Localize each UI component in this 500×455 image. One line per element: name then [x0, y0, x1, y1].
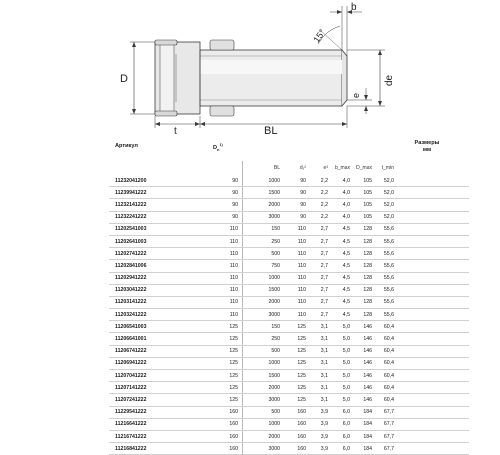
- cell-article: 11206941222: [115, 360, 147, 367]
- table-row: [109, 309, 469, 321]
- cell-t: 55,6: [383, 238, 394, 245]
- cell-bl: 3000: [268, 396, 280, 403]
- header-sizes-line1: Размеры: [414, 140, 440, 146]
- cell-article: 11202741222: [115, 250, 147, 257]
- cell-t: 55,6: [383, 299, 394, 306]
- cell-t: 55,6: [383, 287, 394, 294]
- cell-bl: 3000: [268, 445, 280, 452]
- cell-dmax: 128: [363, 311, 372, 318]
- label-b: b: [351, 2, 357, 13]
- cell-t: 52,0: [383, 214, 394, 221]
- cell-bl: 750: [271, 262, 280, 269]
- cell-t: 67,7: [383, 409, 394, 416]
- cell-dn: 125: [219, 370, 243, 381]
- cell-bl: 2000: [268, 299, 280, 306]
- cell-d: 90: [300, 201, 306, 208]
- cell-b: 4,5: [342, 287, 350, 294]
- cell-dmax: 146: [363, 348, 372, 355]
- cell-dmax: 105: [363, 177, 372, 184]
- table-row: [109, 394, 469, 406]
- cell-dmax: 128: [363, 275, 372, 282]
- cell-d: 160: [297, 421, 306, 428]
- cell-article: 11203241222: [115, 311, 147, 318]
- cell-e: 3,1: [320, 384, 328, 391]
- cell-b: 4,0: [342, 201, 350, 208]
- cell-bl: 3000: [268, 214, 280, 221]
- table-row: [109, 419, 469, 431]
- table-row: [109, 285, 469, 297]
- cell-bl: 1000: [268, 421, 280, 428]
- cell-article: 11207241222: [115, 396, 147, 403]
- table-row: [109, 224, 469, 236]
- cell-bl: 1500: [268, 372, 280, 379]
- subheader-d: D_max: [356, 165, 372, 171]
- cell-dmax: 146: [363, 396, 372, 403]
- cell-dmax: 128: [363, 250, 372, 257]
- cell-article: 11202641003: [115, 238, 147, 245]
- label-D: D: [120, 73, 128, 85]
- cell-e: 3,1: [320, 372, 328, 379]
- cell-d: 125: [297, 396, 306, 403]
- cell-dmax: 105: [363, 201, 372, 208]
- cell-bl: 500: [271, 409, 280, 416]
- cell-dmax: 128: [363, 299, 372, 306]
- header-dn-sup: 1): [219, 143, 223, 147]
- header-sizes-line2: мм: [422, 147, 432, 153]
- cell-d: 110: [297, 226, 306, 233]
- cell-d: 125: [297, 372, 306, 379]
- table-row: [109, 333, 469, 345]
- label-e: e: [351, 92, 361, 98]
- table-body: [109, 175, 469, 455]
- cell-bl: 1500: [268, 287, 280, 294]
- cell-dn: 90: [219, 175, 243, 186]
- cell-d: 110: [297, 275, 306, 282]
- cell-b: 6,0: [342, 445, 350, 452]
- table-row: [109, 321, 469, 333]
- cell-article: 11232141222: [115, 201, 147, 208]
- cell-t: 60,4: [383, 396, 394, 403]
- cell-t: 52,0: [383, 177, 394, 184]
- cell-t: 52,0: [383, 201, 394, 208]
- cell-b: 6,0: [342, 409, 350, 416]
- cell-d: 110: [297, 299, 306, 306]
- cell-dn: 90: [219, 212, 243, 223]
- subheader-t: t_min: [381, 165, 394, 171]
- cell-d: 110: [297, 311, 306, 318]
- table-row: [109, 236, 469, 248]
- cell-b: 5,0: [342, 348, 350, 355]
- cell-bl: 500: [271, 348, 280, 355]
- cell-t: 55,6: [383, 250, 394, 257]
- cell-dn: 90: [219, 187, 243, 198]
- cell-t: 60,4: [383, 336, 394, 343]
- label-bl: BL: [264, 125, 278, 137]
- cell-d: 125: [297, 360, 306, 367]
- cell-d: 110: [297, 287, 306, 294]
- cell-d: 125: [297, 323, 306, 330]
- subheader-b: b_max: [334, 165, 350, 171]
- cell-b: 6,0: [342, 421, 350, 428]
- cell-t: 52,0: [383, 189, 394, 196]
- cell-dmax: 184: [363, 409, 372, 416]
- cell-dmax: 146: [363, 372, 372, 379]
- cell-t: 67,7: [383, 433, 394, 440]
- cell-e: 2,7: [320, 250, 328, 257]
- cell-b: 4,5: [342, 311, 350, 318]
- cell-d: 125: [297, 348, 306, 355]
- cell-dn: 125: [219, 382, 243, 393]
- cell-d: 160: [297, 409, 306, 416]
- cell-dn: 125: [219, 358, 243, 369]
- cell-article: 11216741222: [115, 433, 147, 440]
- table-row: [109, 443, 469, 455]
- cell-article: 11202541003: [115, 226, 147, 233]
- cell-dn: 110: [219, 273, 243, 284]
- cell-bl: 1000: [268, 360, 280, 367]
- cell-b: 4,5: [342, 238, 350, 245]
- table-row: [109, 407, 469, 419]
- cell-e: 3,1: [320, 323, 328, 330]
- cell-d: 90: [300, 189, 306, 196]
- cell-bl: 150: [271, 226, 280, 233]
- cell-dn: 160: [219, 407, 243, 418]
- cell-dn: 125: [219, 321, 243, 332]
- table-row: [109, 358, 469, 370]
- cell-b: 5,0: [342, 360, 350, 367]
- cell-t: 60,4: [383, 384, 394, 391]
- cell-article: 11239941222: [115, 189, 147, 196]
- cell-dn: 110: [219, 297, 243, 308]
- table-row: [109, 260, 469, 272]
- cell-b: 4,0: [342, 214, 350, 221]
- cell-dmax: 128: [363, 287, 372, 294]
- cell-d: 125: [297, 384, 306, 391]
- cell-article: 11202841006: [115, 262, 147, 269]
- cell-article: 11207141222: [115, 384, 147, 391]
- cell-dmax: 184: [363, 421, 372, 428]
- cell-dmax: 146: [363, 360, 372, 367]
- cell-d: 160: [297, 433, 306, 440]
- cell-d: 160: [297, 445, 306, 452]
- table-row: [109, 382, 469, 394]
- cell-article: 11203041222: [115, 287, 147, 294]
- cell-dmax: 184: [363, 433, 372, 440]
- cell-e: 3,9: [320, 421, 328, 428]
- cell-b: 4,0: [342, 177, 350, 184]
- table-subheader: [109, 161, 469, 175]
- cell-dn: 110: [219, 309, 243, 320]
- cell-dn: 125: [219, 333, 243, 344]
- cell-e: 2,7: [320, 299, 328, 306]
- cell-dn: 160: [219, 419, 243, 430]
- cell-b: 4,5: [342, 275, 350, 282]
- cell-dn: 110: [219, 260, 243, 271]
- cell-e: 2,2: [320, 177, 328, 184]
- cell-d: 110: [297, 250, 306, 257]
- subheader-e: e³: [323, 165, 328, 171]
- cell-e: 3,1: [320, 396, 328, 403]
- cell-dmax: 128: [363, 262, 372, 269]
- cell-b: 5,0: [342, 323, 350, 330]
- cell-e: 2,7: [320, 275, 328, 282]
- table-row: [109, 346, 469, 358]
- cell-b: 6,0: [342, 433, 350, 440]
- cell-dn: 110: [219, 285, 243, 296]
- cell-article: 11203141222: [115, 299, 147, 306]
- cell-bl: 2000: [268, 384, 280, 391]
- cell-article: 11206541003: [115, 323, 147, 330]
- table-row: [109, 273, 469, 285]
- header-sizes: [407, 140, 447, 154]
- label-angle: 15°: [311, 27, 328, 45]
- cell-dn: 110: [219, 236, 243, 247]
- cell-t: 67,7: [383, 445, 394, 452]
- cell-article: 11216641222: [115, 421, 147, 428]
- cell-b: 4,5: [342, 250, 350, 257]
- pipe-highlight: [198, 60, 342, 74]
- cell-e: 3,1: [320, 360, 328, 367]
- cell-article: 11206641001: [115, 336, 147, 343]
- cell-article: 11232241222: [115, 214, 147, 221]
- cell-t: 55,6: [383, 275, 394, 282]
- cell-d: 110: [297, 262, 306, 269]
- subheader-bl: BL: [273, 165, 280, 171]
- table-row: [109, 187, 469, 199]
- table-row: [109, 248, 469, 260]
- cell-e: 3,9: [320, 445, 328, 452]
- cell-b: 5,0: [342, 384, 350, 391]
- table-header: [109, 140, 469, 161]
- cell-t: 60,4: [383, 323, 394, 330]
- cell-e: 2,7: [320, 287, 328, 294]
- header-dn: [213, 143, 223, 152]
- cell-b: 4,5: [342, 226, 350, 233]
- cell-dmax: 105: [363, 189, 372, 196]
- cell-b: 4,5: [342, 299, 350, 306]
- table-row: [109, 297, 469, 309]
- cell-dn: 110: [219, 224, 243, 235]
- cell-dn: 160: [219, 431, 243, 442]
- cell-t: 55,6: [383, 226, 394, 233]
- cell-t: 60,4: [383, 372, 394, 379]
- pipe-body: [198, 50, 342, 106]
- header-dn-sub: n: [217, 146, 220, 152]
- cell-d: 110: [297, 238, 306, 245]
- cell-b: 4,5: [342, 262, 350, 269]
- subheader-dn: d₁²: [299, 165, 306, 171]
- cell-dmax: 128: [363, 226, 372, 233]
- cell-dmax: 184: [363, 445, 372, 452]
- cell-dmax: 105: [363, 214, 372, 221]
- header-article: Артикул: [115, 143, 138, 149]
- cell-t: 55,6: [383, 262, 394, 269]
- cell-bl: 250: [271, 238, 280, 245]
- table-row: [109, 175, 469, 187]
- cell-bl: 1500: [268, 189, 280, 196]
- cell-dn: 90: [219, 199, 243, 210]
- cell-b: 5,0: [342, 336, 350, 343]
- cell-e: 2,7: [320, 238, 328, 245]
- table-row: [109, 199, 469, 211]
- cell-dn: 125: [219, 346, 243, 357]
- spec-table: [109, 140, 469, 455]
- table-row: [109, 370, 469, 382]
- cell-dn: 160: [219, 443, 243, 454]
- cell-d: 125: [297, 336, 306, 343]
- cell-b: 4,0: [342, 189, 350, 196]
- cell-dmax: 128: [363, 238, 372, 245]
- cell-d: 90: [300, 214, 306, 221]
- label-t: t: [174, 126, 177, 137]
- cell-e: 2,7: [320, 226, 328, 233]
- cell-d: 90: [300, 177, 306, 184]
- cell-e: 2,7: [320, 311, 328, 318]
- cell-dmax: 146: [363, 384, 372, 391]
- cell-t: 60,4: [383, 348, 394, 355]
- cell-e: 3,9: [320, 409, 328, 416]
- cell-bl: 500: [271, 250, 280, 257]
- cell-bl: 1000: [268, 275, 280, 282]
- cell-article: 11207041222: [115, 372, 147, 379]
- cell-b: 5,0: [342, 372, 350, 379]
- cell-bl: 3000: [268, 311, 280, 318]
- cell-bl: 250: [271, 336, 280, 343]
- cell-bl: 2000: [268, 433, 280, 440]
- cell-article: 11202941222: [115, 275, 147, 282]
- cell-dmax: 146: [363, 323, 372, 330]
- table-row: [109, 212, 469, 224]
- cell-t: 67,7: [383, 421, 394, 428]
- cell-e: 2,2: [320, 189, 328, 196]
- pipe-drawing: [0, 0, 500, 140]
- cell-bl: 2000: [268, 201, 280, 208]
- cell-t: 60,4: [383, 360, 394, 367]
- cell-dmax: 146: [363, 336, 372, 343]
- cell-e: 3,1: [320, 348, 328, 355]
- cell-t: 55,6: [383, 311, 394, 318]
- label-de: de: [384, 74, 395, 86]
- cell-article: 11232041200: [115, 177, 147, 184]
- cell-e: 2,7: [320, 262, 328, 269]
- cell-article: 11229541222: [115, 409, 147, 416]
- cell-article: 11206741222: [115, 348, 147, 355]
- header-dn-letter: D: [213, 144, 218, 151]
- cell-article: 11216841222: [115, 445, 147, 452]
- cell-b: 5,0: [342, 396, 350, 403]
- cell-bl: 1000: [268, 177, 280, 184]
- cell-e: 3,1: [320, 336, 328, 343]
- table-row: [109, 431, 469, 443]
- cell-e: 2,2: [320, 201, 328, 208]
- cell-dn: 110: [219, 248, 243, 259]
- cell-dn: 125: [219, 394, 243, 405]
- cell-e: 2,2: [320, 214, 328, 221]
- cell-e: 3,9: [320, 433, 328, 440]
- cell-bl: 150: [271, 323, 280, 330]
- pipe-chamfer: [342, 50, 347, 106]
